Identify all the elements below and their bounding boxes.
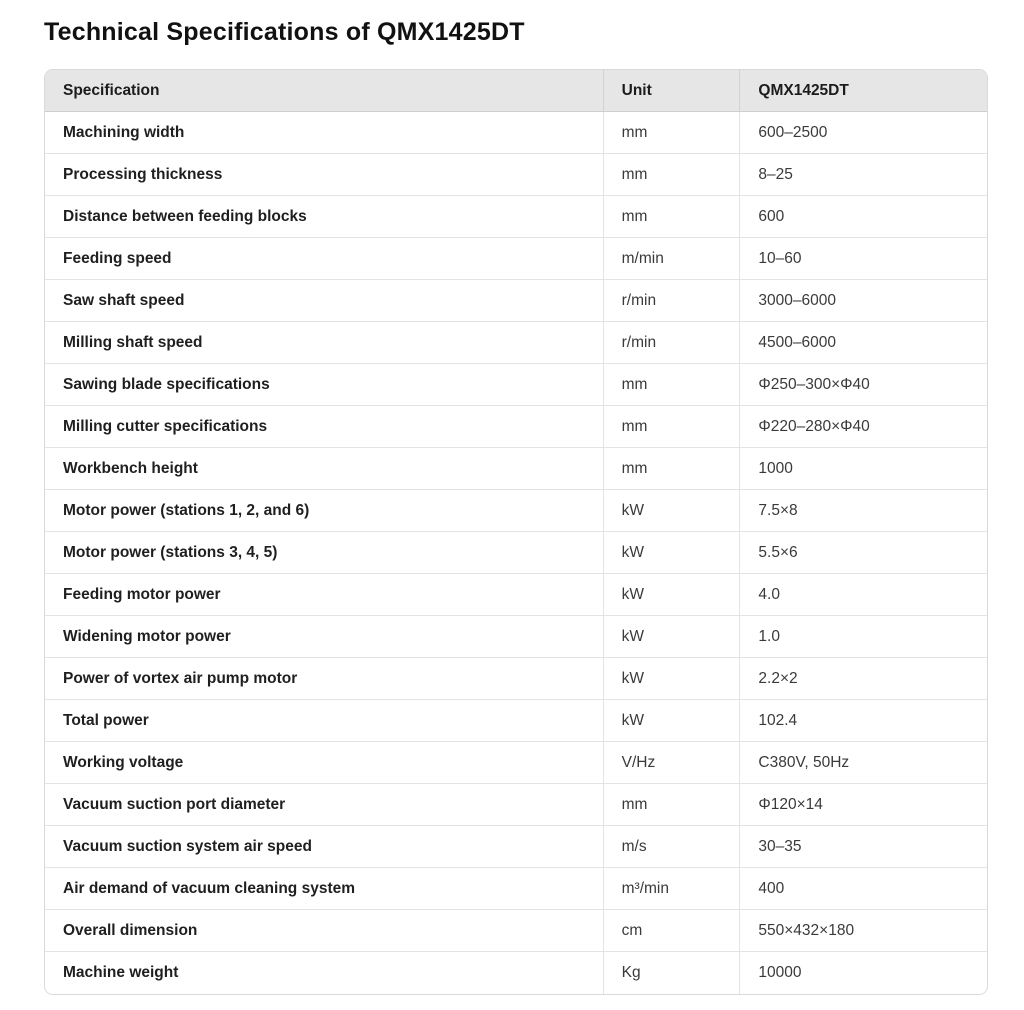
table-row xyxy=(45,910,987,952)
unit-cell: V/Hz xyxy=(604,742,741,784)
spec-cell: Machining width xyxy=(45,112,604,154)
table-row xyxy=(45,322,987,364)
spec-cell: Workbench height xyxy=(45,448,604,490)
spec-cell: Overall dimension xyxy=(45,910,604,952)
unit-cell: mm xyxy=(604,784,741,826)
table-row xyxy=(45,238,987,280)
table-row xyxy=(45,364,987,406)
spec-cell: Power of vortex air pump motor xyxy=(45,658,604,700)
value-cell: 600–2500 xyxy=(740,112,987,154)
unit-cell: kW xyxy=(604,532,741,574)
unit-cell: m/min xyxy=(604,238,741,280)
spec-cell: Saw shaft speed xyxy=(45,280,604,322)
spec-cell: Vacuum suction system air speed xyxy=(45,826,604,868)
table-row xyxy=(45,616,987,658)
col-header-model: QMX1425DT xyxy=(740,70,987,112)
col-header-specification: Specification xyxy=(45,70,604,112)
table-row xyxy=(45,826,987,868)
spec-cell: Sawing blade specifications xyxy=(45,364,604,406)
spec-cell: Processing thickness xyxy=(45,154,604,196)
value-cell: 7.5×8 xyxy=(740,490,987,532)
value-cell: 4.0 xyxy=(740,574,987,616)
unit-cell: m³/min xyxy=(604,868,741,910)
unit-cell: kW xyxy=(604,700,741,742)
unit-cell: mm xyxy=(604,406,741,448)
value-cell: Φ250–300×Φ40 xyxy=(740,364,987,406)
spec-cell: Vacuum suction port diameter xyxy=(45,784,604,826)
spec-cell: Feeding speed xyxy=(45,238,604,280)
table-row xyxy=(45,700,987,742)
spec-cell: Motor power (stations 1, 2, and 6) xyxy=(45,490,604,532)
spec-table xyxy=(44,69,988,995)
table-header-row xyxy=(45,70,987,112)
unit-cell: m/s xyxy=(604,826,741,868)
table-row xyxy=(45,406,987,448)
unit-cell: mm xyxy=(604,154,741,196)
value-cell: 1.0 xyxy=(740,616,987,658)
value-cell: 1000 xyxy=(740,448,987,490)
spec-cell: Working voltage xyxy=(45,742,604,784)
table-row xyxy=(45,784,987,826)
unit-cell: Kg xyxy=(604,952,741,994)
table-row xyxy=(45,112,987,154)
page-title: Technical Specifications of QMX1425DT xyxy=(44,18,525,46)
spec-cell: Distance between feeding blocks xyxy=(45,196,604,238)
table-row xyxy=(45,196,987,238)
value-cell: 3000–6000 xyxy=(740,280,987,322)
table-row xyxy=(45,280,987,322)
spec-cell: Milling cutter specifications xyxy=(45,406,604,448)
value-cell: 2.2×2 xyxy=(740,658,987,700)
spec-cell: Machine weight xyxy=(45,952,604,994)
value-cell: 550×432×180 xyxy=(740,910,987,952)
unit-cell: mm xyxy=(604,196,741,238)
unit-cell: cm xyxy=(604,910,741,952)
table-row xyxy=(45,658,987,700)
value-cell: 5.5×6 xyxy=(740,532,987,574)
table-row xyxy=(45,952,987,994)
unit-cell: mm xyxy=(604,448,741,490)
unit-cell: kW xyxy=(604,658,741,700)
unit-cell: kW xyxy=(604,490,741,532)
table-row xyxy=(45,532,987,574)
spec-cell: Feeding motor power xyxy=(45,574,604,616)
spec-cell: Air demand of vacuum cleaning system xyxy=(45,868,604,910)
unit-cell: r/min xyxy=(604,322,741,364)
value-cell: 30–35 xyxy=(740,826,987,868)
value-cell: 102.4 xyxy=(740,700,987,742)
table-row xyxy=(45,490,987,532)
spec-table-body xyxy=(45,112,987,994)
value-cell: Φ220–280×Φ40 xyxy=(740,406,987,448)
unit-cell: mm xyxy=(604,364,741,406)
spec-cell: Total power xyxy=(45,700,604,742)
value-cell: 4500–6000 xyxy=(740,322,987,364)
col-header-unit: Unit xyxy=(604,70,741,112)
spec-cell: Milling shaft speed xyxy=(45,322,604,364)
table-row xyxy=(45,574,987,616)
value-cell: 10–60 xyxy=(740,238,987,280)
value-cell: 8–25 xyxy=(740,154,987,196)
table-row xyxy=(45,742,987,784)
table-row xyxy=(45,448,987,490)
value-cell: 10000 xyxy=(740,952,987,994)
value-cell: 600 xyxy=(740,196,987,238)
table-row xyxy=(45,868,987,910)
unit-cell: mm xyxy=(604,112,741,154)
value-cell: 400 xyxy=(740,868,987,910)
table-row xyxy=(45,154,987,196)
value-cell: Φ120×14 xyxy=(740,784,987,826)
spec-cell: Widening motor power xyxy=(45,616,604,658)
value-cell: C380V, 50Hz xyxy=(740,742,987,784)
unit-cell: kW xyxy=(604,574,741,616)
unit-cell: r/min xyxy=(604,280,741,322)
unit-cell: kW xyxy=(604,616,741,658)
spec-cell: Motor power (stations 3, 4, 5) xyxy=(45,532,604,574)
